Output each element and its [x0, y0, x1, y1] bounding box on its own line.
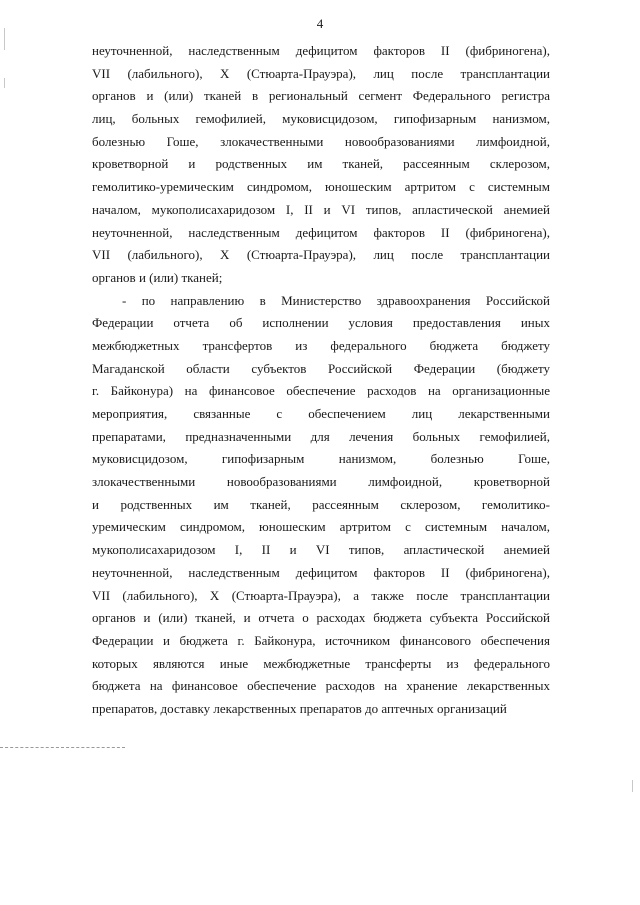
text-line: болезнью Гоше, злокачественными новообразованиями лимфоидной,: [92, 133, 550, 149]
scan-edge-mark: [632, 780, 633, 792]
text-line: началом, мукополисахаридозом I, II и VI типов, апластической анемией: [92, 201, 550, 217]
page-number: 4: [316, 16, 324, 31]
footnote-separator: [0, 747, 125, 748]
text-line: Федерации отчета об исполнении условия предоставления иных: [92, 315, 550, 331]
text-line: VII (лабильного), X (Стюарта-Прауэра), лиц после трансплантации: [92, 65, 550, 81]
text-line: органов и (или) тканей, и отчета о расходах бюджета субъекта Российской: [92, 610, 550, 626]
text-line: гемолитико-уремическим синдромом, юношеским артритом с системным: [92, 179, 550, 195]
paragraph: [92, 40, 550, 290]
text-line: неуточненной, наследственным дефицитом факторов II (фибриногена),: [92, 224, 550, 240]
text-line: которых являются иные межбюджетные трансферты из федерального: [92, 655, 550, 671]
text-line: лиц, больных гемофилией, муковисцидозом, гипофизарным нанизмом,: [92, 111, 550, 127]
scan-edge-mark: [4, 28, 5, 50]
text-line: препаратов, доставку лекарственных препаратов до аптечных организаций: [92, 700, 507, 716]
scan-edge-mark: [4, 78, 5, 88]
text-line: - по направлению в Министерство здравоохранения Российской: [122, 292, 550, 308]
text-line: муковисцидозом, гипофизарным нанизмом, болезнью Гоше,: [92, 451, 550, 467]
document-body: [92, 40, 550, 721]
text-line: неуточненной, наследственным дефицитом факторов II (фибриногена),: [92, 564, 550, 580]
text-line: и родственных им тканей, рассеянным склерозом, гемолитико-: [92, 496, 550, 512]
text-line: VII (лабильного), X (Стюарта-Прауэра), а также после трансплантации: [92, 587, 550, 603]
text-line: органов и (или) тканей в региональный сегмент Федерального регистра: [92, 88, 550, 104]
text-line: бюджета на финансовое обеспечение расходов на хранение лекарственных: [92, 678, 550, 694]
text-line: уремическим синдромом, юношеским артритом с системным началом,: [92, 519, 550, 535]
paragraph: [92, 290, 550, 721]
text-line: мероприятия, связанные с обеспечением лиц лекарственными: [92, 406, 550, 421]
text-line: мукополисахаридозом I, II и VI типов, апластической анемией: [92, 542, 550, 558]
text-line: Магаданской области субъектов Российской Федерации (бюджету: [92, 360, 550, 376]
text-line: кроветворной и родственных им тканей, рассеянным склерозом,: [92, 156, 550, 172]
text-line: г. Байконура) на финансовое обеспечение расходов на организационные: [92, 383, 550, 399]
text-line: Федерации и бюджета г. Байконура, источником финансового обеспечения: [92, 632, 550, 648]
text-line: VII (лабильного), X (Стюарта-Прауэра), лиц после трансплантации: [92, 247, 550, 263]
text-line: злокачественными новообразованиями лимфоидной, кроветворной: [92, 474, 550, 490]
text-line: препаратами, предназначенными для лечения больных гемофилией,: [92, 428, 550, 444]
text-line: неуточненной, наследственным дефицитом факторов II (фибриногена),: [92, 43, 550, 58]
text-line: межбюджетных трансфертов из федерального бюджета бюджету: [92, 337, 550, 353]
text-line: органов и (или) тканей;: [92, 269, 223, 285]
